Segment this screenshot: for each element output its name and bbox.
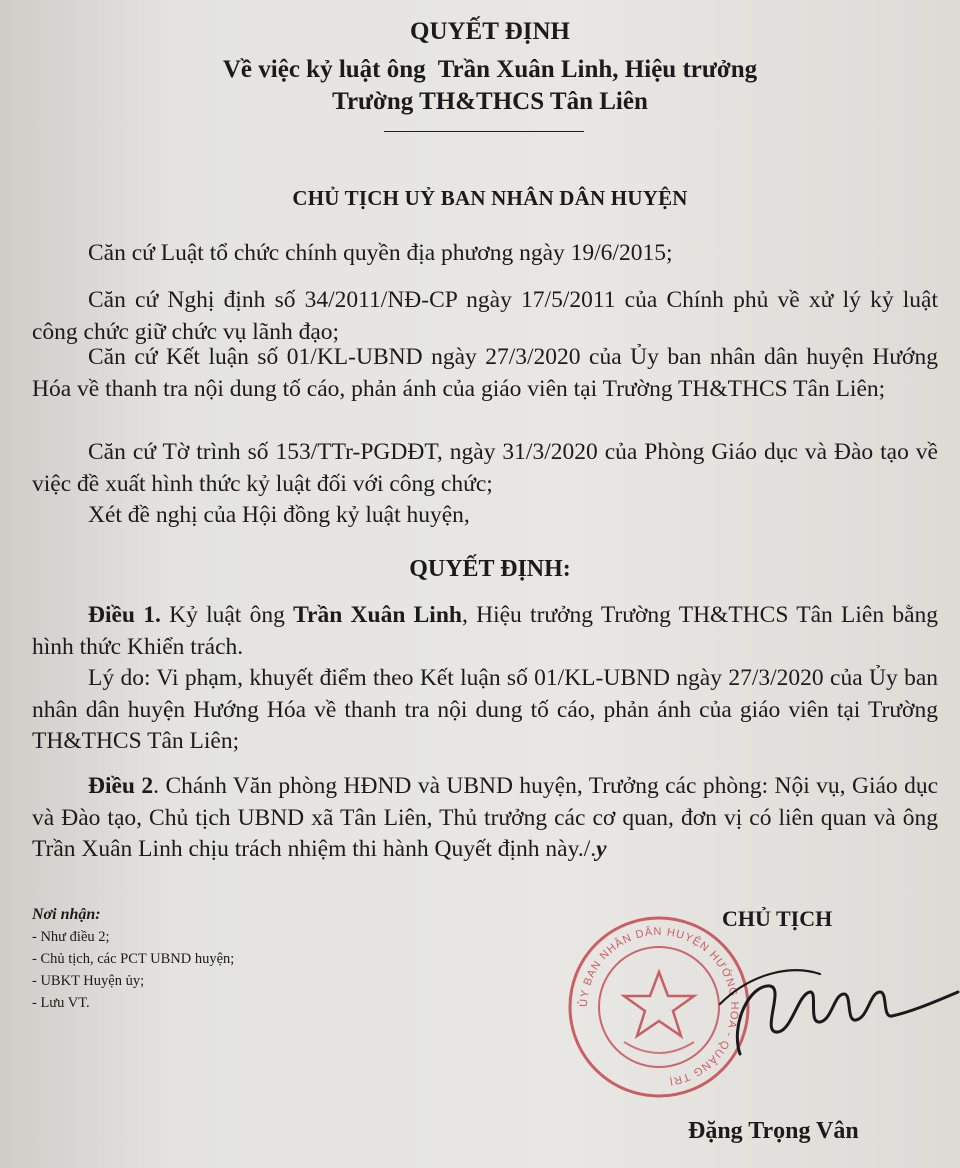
article-2 bbox=[32, 771, 938, 866]
recipient-item: - Lưu VT. bbox=[32, 995, 90, 1011]
legal-basis-1: Căn cứ Luật tổ chức chính quyền địa phương ngày 19/6/2015; bbox=[88, 240, 673, 266]
recipient-item: - Như điều 2; bbox=[32, 929, 110, 945]
article-1 bbox=[32, 600, 938, 663]
decision-heading: QUYẾT ĐỊNH: bbox=[409, 556, 571, 582]
handwritten-mark: y bbox=[596, 836, 607, 862]
article-2-label: Điều 2 bbox=[88, 773, 154, 799]
issuing-authority: CHỦ TỊCH UỶ BAN NHÂN DÂN HUYỆN bbox=[292, 186, 688, 210]
stamp-text: ỦY BAN NHÂN DÂN HUYỆN HƯỚNG HÓA - QUẢNG TRỊ bbox=[577, 925, 741, 1088]
signer-name: Đặng Trọng Vân bbox=[688, 1118, 859, 1144]
document-subtitle-line1: Về việc kỷ luật ông Trần Xuân Linh, Hiệu trưởng bbox=[222, 56, 758, 83]
article-1-text-after: , Hiệu trưởng Trường TH&THCS Tân Liên bằng hình thức Khiển trách. bbox=[32, 602, 938, 660]
recipient-item: - Chủ tịch, các PCT UBND huyện; bbox=[32, 951, 235, 967]
article-1-label: Điều 1. bbox=[88, 602, 161, 628]
title-divider bbox=[384, 131, 584, 132]
article-1-reason: Lý do: Vi phạm, khuyết điểm theo Kết luận số 01/KL-UBND ngày 27/3/2020 của Ủy ban nhân dân huyện Hướng Hóa về thanh tra nội dung tố cáo, phản ánh của giáo viên tại Trường TH&THCS Tân Liên; bbox=[32, 665, 938, 754]
recipients-header: Nơi nhận: bbox=[32, 906, 101, 923]
legal-basis-3: Căn cứ Kết luận số 01/KL-UBND ngày 27/3/2020 của Ủy ban nhân dân huyện Hướng Hóa về thanh tra nội dung tố cáo, phản ánh của giáo viên tại Trường TH&THCS Tân Liên; bbox=[32, 344, 938, 402]
disciplined-person-name: Trần Xuân Linh bbox=[293, 602, 462, 628]
article-1-text-before: Kỷ luật ông bbox=[160, 602, 294, 628]
recipients-list bbox=[32, 926, 352, 1014]
handwritten-signature bbox=[620, 944, 960, 1064]
signer-title: CHỦ TỊCH bbox=[722, 906, 833, 931]
document-title: QUYẾT ĐỊNH bbox=[410, 18, 570, 45]
legal-basis-4: Căn cứ Tờ trình số 153/TTr-PGDĐT, ngày 31/3/2020 của Phòng Giáo dục và Đào tạo về việc đề xuất hình thức kỷ luật đối với công chức; bbox=[32, 439, 938, 497]
article-2-text: . Chánh Văn phòng HĐND và UBND huyện, Trưởng các phòng: Nội vụ, Giáo dục và Đào tạo, Chủ tịch UBND xã Tân Liên, Thủ trưởng các cơ quan, đơn vị có liên quan và ông Trần Xuân Linh chịu trách nhiệm thi hành Quyết định này./. bbox=[32, 773, 938, 862]
document-subtitle-line2: Trường TH&THCS Tân Liên bbox=[332, 88, 648, 115]
recipient-item: - UBKT Huyện ủy; bbox=[32, 973, 145, 989]
recipients-block bbox=[32, 904, 352, 1014]
legal-basis-5: Xét đề nghị của Hội đồng kỷ luật huyện, bbox=[88, 502, 470, 528]
legal-basis-2: Căn cứ Nghị định số 34/2011/NĐ-CP ngày 17/5/2011 của Chính phủ về xử lý kỷ luật công chức giữ chức vụ lãnh đạo; bbox=[32, 287, 938, 345]
